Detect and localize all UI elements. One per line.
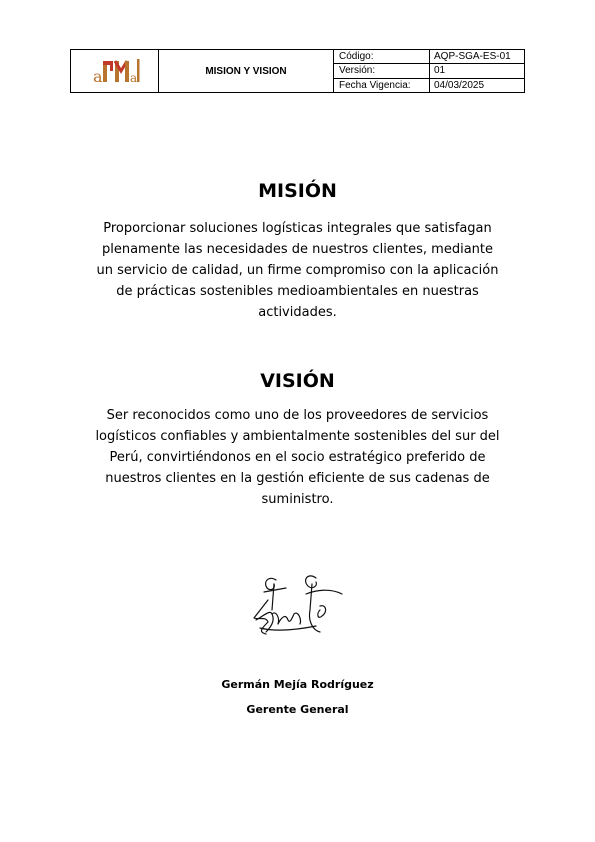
- code-value: AQP-SGA-ES-01: [430, 50, 525, 64]
- signatory-role: Gerente General: [246, 703, 349, 716]
- svg-text:a: a: [129, 71, 137, 85]
- svg-text:a: a: [92, 67, 103, 86]
- vision-title: VISIÓN: [260, 370, 335, 392]
- code-label: Código:: [334, 50, 430, 64]
- handwritten-signature: [246, 570, 346, 645]
- version-label: Versión:: [334, 64, 430, 78]
- company-logo: [71, 55, 158, 87]
- version-value: 01: [430, 64, 525, 78]
- document-title: MISION Y VISION: [159, 50, 334, 93]
- signatory-name: Germán Mejía Rodríguez: [221, 678, 374, 691]
- document-header-table: [70, 49, 525, 93]
- date-label: Fecha Vigencia:: [334, 78, 430, 92]
- logo-cell: [71, 50, 159, 93]
- mision-title: MISIÓN: [258, 180, 337, 202]
- vision-text: Ser reconocidos como uno de los proveedores de servicios logísticos confiables y ambientalmente sostenibles del sur del Perú, convirtiéndonos en el socio estratégico preferido de nuestros clientes en la gestión eficiente de sus cadenas de suministro.: [95, 408, 500, 507]
- date-value: 04/03/2025: [430, 78, 525, 92]
- mision-text: Proporcionar soluciones logísticas integrales que satisfagan plenamente las necesidades de nuestros clientes, mediante un servicio de calidad, un firme compromiso con la aplicación de prácticas sostenibles medioambientales en nuestras actividades.: [96, 221, 499, 320]
